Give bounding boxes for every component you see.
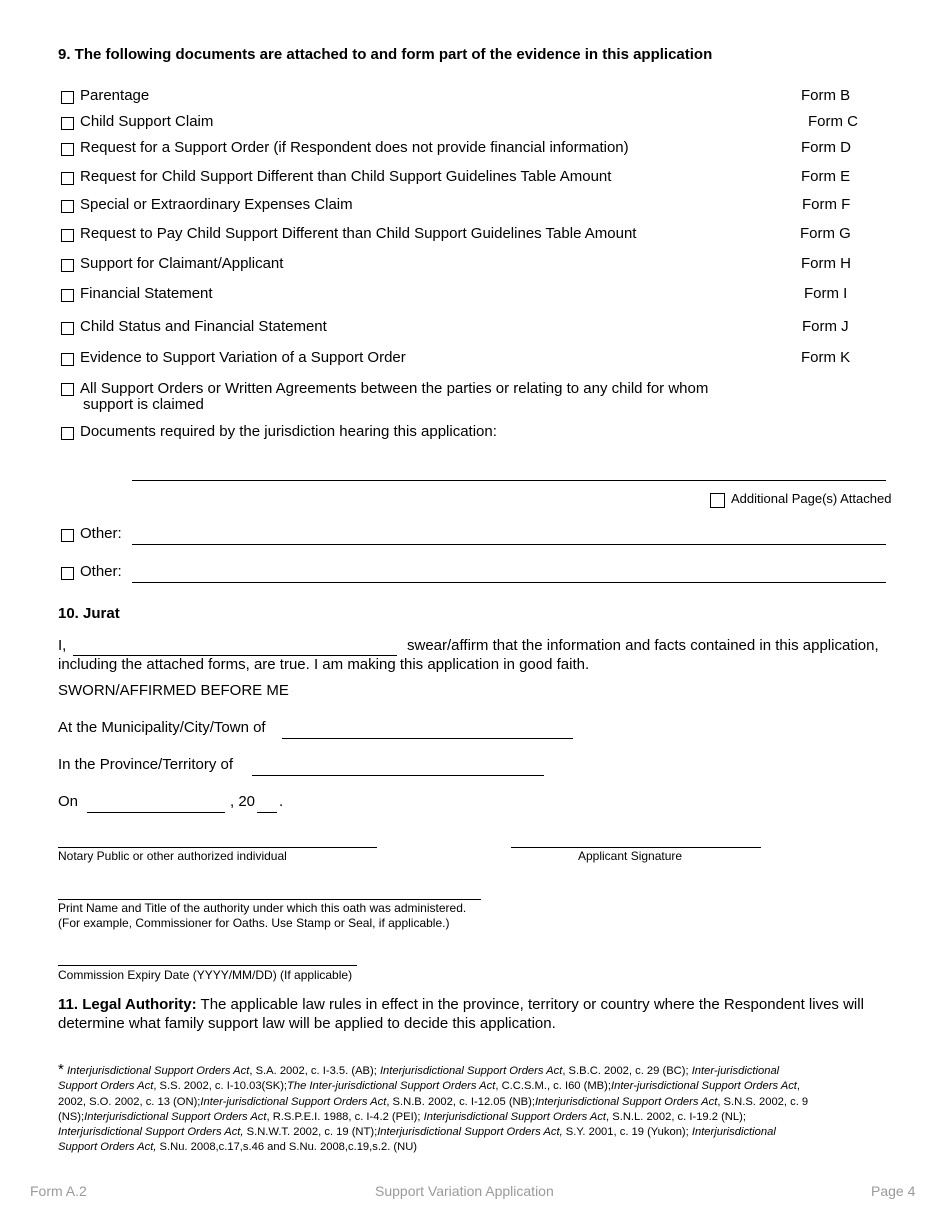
commission-expiry-label: Commission Expiry Date (YYYY/MM/DD) (If applicable) xyxy=(58,968,353,982)
fn-text: Interjurisdictional Support Orders Act xyxy=(423,1110,607,1123)
notary-signature-field[interactable] xyxy=(58,831,377,848)
section-11-line1 xyxy=(58,996,864,1014)
checkbox-document-5[interactable] xyxy=(61,200,74,213)
document-form-code: Form E xyxy=(801,168,851,185)
all-orders-label-line2: support is claimed xyxy=(83,396,204,413)
footer-page-number: Page 4 xyxy=(871,1183,916,1199)
document-label: Parentage xyxy=(80,87,150,104)
additional-pages-label: Additional Page(s) Attached xyxy=(731,491,892,506)
date-period: . xyxy=(279,793,284,810)
authority-name-field[interactable] xyxy=(58,883,481,900)
sworn-before-label: SWORN/AFFIRMED BEFORE ME xyxy=(58,682,289,699)
checkbox-jurisdiction-documents[interactable] xyxy=(61,427,74,440)
fn-text: S.Nu. 2008,c.17,s.46 and S.Nu. 2008,c.19,s.2. (NU) xyxy=(156,1141,418,1154)
jurisdiction-documents-field[interactable] xyxy=(132,464,886,481)
document-form-code: Form C xyxy=(808,113,858,130)
checkbox-document-1[interactable] xyxy=(61,91,74,104)
applicant-signature-field[interactable] xyxy=(511,831,761,848)
document-label: Financial Statement xyxy=(80,285,213,302)
section-10-heading: 10. Jurat xyxy=(58,605,120,622)
fn-text: , xyxy=(796,1080,801,1093)
all-orders-label-line1: All Support Orders or Written Agreements between the parties or relating to any child for whom xyxy=(80,380,709,397)
other-2-field[interactable] xyxy=(132,566,886,583)
checkbox-document-4[interactable] xyxy=(61,172,74,185)
fn-text: Interjurisdictional xyxy=(691,1126,776,1139)
province-field[interactable] xyxy=(252,759,544,776)
document-form-code: Form G xyxy=(800,225,851,242)
fn-text: Interjurisdictional Support Orders Act xyxy=(66,1065,250,1077)
municipality-field[interactable] xyxy=(282,722,573,739)
footer-form-id: Form A.2 xyxy=(30,1183,87,1199)
section-9-heading: 9. The following documents are attached to and form part of the evidence in this application xyxy=(58,46,713,63)
year-field[interactable] xyxy=(257,796,277,813)
other-2-label: Other: xyxy=(80,563,122,580)
fn-text: S.Y. 2001, c. 19 (Yukon); xyxy=(562,1126,692,1139)
fn-text: S.N.W.T. 2002, c. 19 (NT); xyxy=(243,1126,378,1139)
province-label: In the Province/Territory of xyxy=(58,756,234,773)
notary-label: Notary Public or other authorized individual xyxy=(58,849,287,863)
fn-text: , S.B.C. 2002, c. 29 (BC); xyxy=(562,1065,692,1077)
fn-text: Inter-jurisdictional Support Orders Act xyxy=(610,1080,797,1093)
checkbox-other-1[interactable] xyxy=(61,529,74,542)
fn-text: The Inter-jurisdictional Support Orders Act xyxy=(287,1080,496,1093)
section-11-heading: 11. Legal Authority: xyxy=(58,996,197,1013)
checkbox-document-2[interactable] xyxy=(61,117,74,130)
document-form-code: Form D xyxy=(801,139,851,156)
fn-text: Interjurisdictional Support Orders Act, xyxy=(58,1126,244,1139)
fn-text: , S.S. 2002, c. I-10.03(SK); xyxy=(153,1080,288,1093)
section-11-text-line1: The applicable law rules in effect in the province, territory or country where the Respondent lives will xyxy=(200,996,864,1013)
fn-text: , C.C.S.M., c. I60 (MB); xyxy=(495,1080,611,1093)
fn-text: Support Orders Act xyxy=(58,1080,154,1093)
section-11-text-line2: determine what family support law will be applied to decide this application. xyxy=(58,1015,556,1032)
other-1-label: Other: xyxy=(80,525,122,542)
fn-text: Interjurisdictional Support Orders Act xyxy=(84,1110,267,1123)
fn-text: 2002, S.O. 2002, c. 13 (ON); xyxy=(58,1095,201,1108)
checkbox-document-9[interactable] xyxy=(61,322,74,335)
checkbox-all-support-orders[interactable] xyxy=(61,383,74,396)
document-form-code: Form J xyxy=(802,318,849,335)
fn-text: Support Orders Act, xyxy=(58,1141,157,1154)
footnote-marker: * xyxy=(58,1061,64,1078)
checkbox-other-2[interactable] xyxy=(61,567,74,580)
document-label: Request for Child Support Different than Child Support Guidelines Table Amount xyxy=(80,168,612,185)
print-name-label-line1: Print Name and Title of the authority under which this oath was administered. xyxy=(58,901,467,915)
year-prefix: , 20 xyxy=(230,793,256,810)
document-label: Evidence to Support Variation of a Support Order xyxy=(80,349,406,366)
document-label: Request to Pay Child Support Different than Child Support Guidelines Table Amount xyxy=(80,225,637,242)
print-name-label-line2: (For example, Commissioner for Oaths. Use Stamp or Seal, if applicable.) xyxy=(58,916,450,930)
swear-text-line1: swear/affirm that the information and facts contained in this application, xyxy=(407,637,879,654)
document-label: Child Status and Financial Statement xyxy=(80,318,327,335)
deponent-name-field[interactable] xyxy=(73,639,397,656)
document-form-code: Form H xyxy=(801,255,851,272)
checkbox-document-3[interactable] xyxy=(61,143,74,156)
date-day-month-field[interactable] xyxy=(87,796,225,813)
fn-text: Interjurisdictional Support Orders Act, xyxy=(377,1126,563,1139)
swear-text-line2: including the attached forms, are true. I am making this application in good faith. xyxy=(58,656,590,673)
municipality-label: At the Municipality/City/Town of xyxy=(58,719,266,736)
document-label: Support for Claimant/Applicant xyxy=(80,255,284,272)
fn-text: Inter-jurisdictional xyxy=(691,1065,780,1077)
checkbox-document-8[interactable] xyxy=(61,289,74,302)
document-form-code: Form B xyxy=(801,87,851,104)
checkbox-document-10[interactable] xyxy=(61,353,74,366)
fn-text: , S.N.B. 2002, c. I-12.05 (NB); xyxy=(386,1095,535,1108)
checkbox-document-7[interactable] xyxy=(61,259,74,272)
document-form-code: Form I xyxy=(804,285,848,302)
checkbox-additional-pages[interactable] xyxy=(710,493,725,508)
document-label: Special or Extraordinary Expenses Claim xyxy=(80,196,353,213)
footnote xyxy=(58,1062,903,1156)
other-1-field[interactable] xyxy=(132,528,886,545)
applicant-signature-label: Applicant Signature xyxy=(578,849,683,863)
date-on-label: On xyxy=(58,793,79,810)
fn-text: , S.A. 2002, c. I-3.5. (AB); xyxy=(249,1065,380,1077)
fn-text: , R.S.P.E.I. 1988, c. I-4.2 (PEI); xyxy=(266,1110,424,1123)
jurat-i-label: I, xyxy=(58,637,67,654)
fn-text: Interjurisdictional Support Orders Act xyxy=(534,1095,718,1108)
footer-title: Support Variation Application xyxy=(375,1183,554,1199)
fn-text: Inter-jurisdictional Support Orders Act xyxy=(200,1095,387,1108)
fn-text: , S.N.L. 2002, c. I-19.2 (NL); xyxy=(606,1110,746,1123)
fn-text: Interjurisdictional Support Orders Act xyxy=(379,1065,563,1077)
document-label: Child Support Claim xyxy=(80,113,214,130)
document-label: Request for a Support Order (if Respondent does not provide financial information) xyxy=(80,139,629,156)
checkbox-document-6[interactable] xyxy=(61,229,74,242)
fn-text: (NS); xyxy=(58,1110,85,1123)
jurisdiction-documents-label: Documents required by the jurisdiction hearing this application: xyxy=(80,423,497,440)
document-form-code: Form K xyxy=(801,349,851,366)
commission-expiry-field[interactable] xyxy=(58,949,357,966)
document-form-code: Form F xyxy=(802,196,851,213)
fn-text: , S.N.S. 2002, c. 9 xyxy=(717,1095,809,1108)
